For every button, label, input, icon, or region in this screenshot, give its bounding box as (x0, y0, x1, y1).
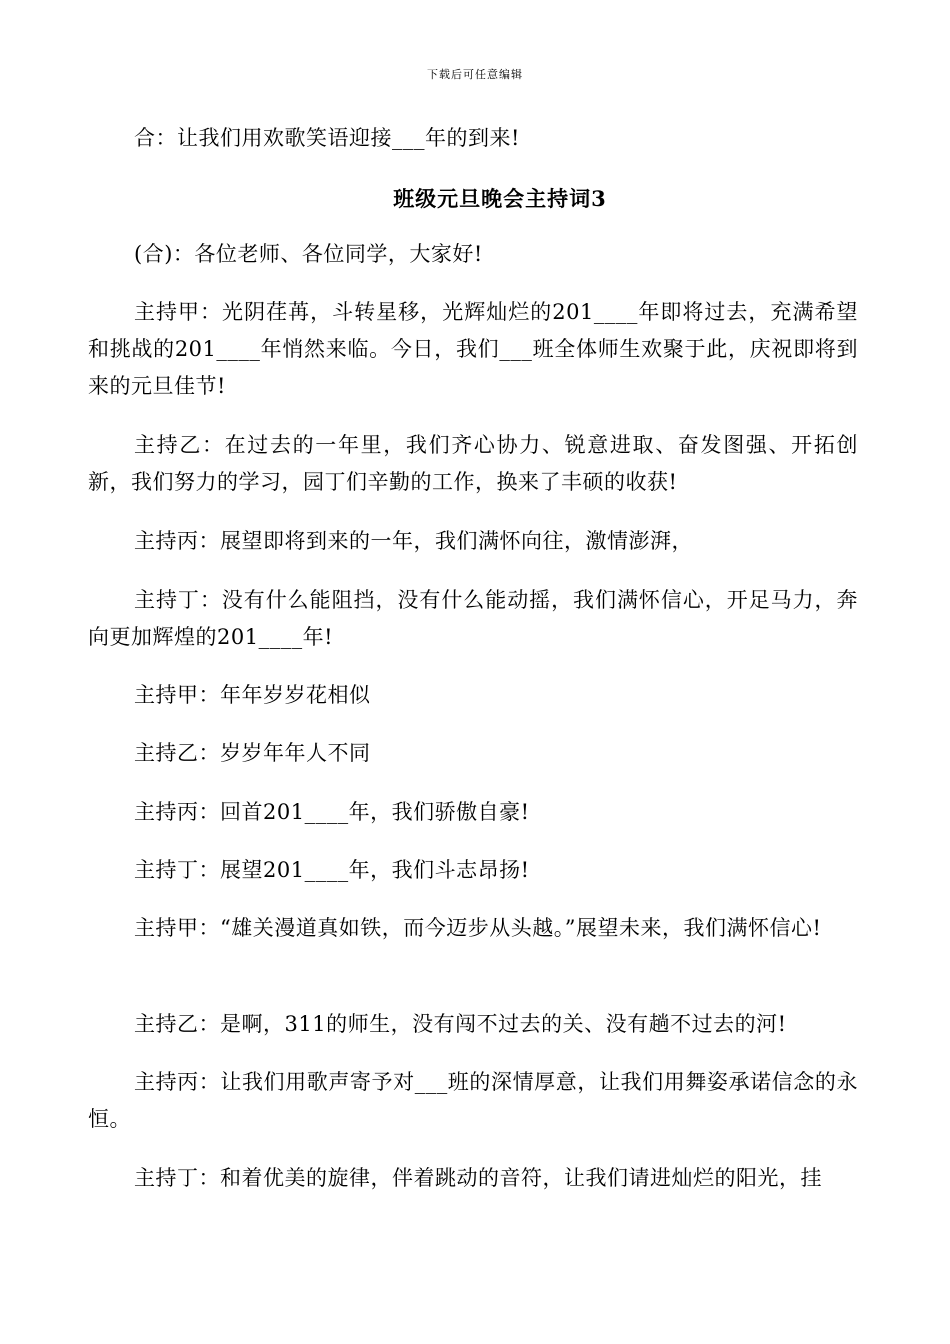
paragraph-greeting: (合)：各位老师、各位同学，大家好! (134, 242, 483, 266)
paragraph-host-d-2: 主持丁：展望201____年，我们斗志昂扬! (134, 858, 530, 882)
paragraph-host-a-3: 主持甲：“雄关漫道真如铁，而今迈步从头越。”展望未来，我们满怀信心! (134, 916, 822, 940)
paragraph-host-d-3: 主持丁：和着优美的旋律，伴着跳动的音符，让我们请进灿烂的阳光，挂 (134, 1166, 822, 1190)
paragraph-host-b-3: 主持乙：是啊，311的师生，没有闯不过去的关、没有趟不过去的河! (134, 1012, 787, 1036)
header-note: 下载后可任意编辑 (427, 68, 523, 81)
paragraph-host-b-2: 主持乙：岁岁年年人不同 (134, 741, 371, 765)
page-title: 班级元旦晚会主持词3 (393, 186, 607, 211)
paragraph-host-d-1: 主持丁：没有什么能阻挡，没有什么能动摇，我们满怀信心，开足马力，奔向更加辉煌的201____年! (88, 588, 858, 649)
paragraph-host-a-2: 主持甲：年年岁岁花相似 (134, 683, 371, 707)
paragraph-closing-line: 合：让我们用欢歌笑语迎接___年的到来! (134, 126, 520, 150)
paragraph-host-c-2: 主持丙：回首201____年，我们骄傲自豪! (134, 800, 530, 824)
paragraph-host-c-1: 主持丙：展望即将到来的一年，我们满怀向往，激情澎湃， (134, 529, 693, 553)
paragraph-host-a-1: 主持甲：光阴荏苒，斗转星移，光辉灿烂的201____年即将过去，充满希望和挑战的201____年悄然来临。今日，我们___班全体师生欢聚于此，庆祝即将到来的元旦佳节! (88, 300, 858, 398)
paragraph-host-c-3: 主持丙：让我们用歌声寄予对___班的深情厚意，让我们用舞姿承诺信念的永恒。 (88, 1070, 858, 1131)
paragraph-host-b-1: 主持乙：在过去的一年里，我们齐心协力、锐意进取、奋发图强、开拓创新，我们努力的学习，园丁们辛勤的工作，换来了丰硕的收获! (88, 433, 858, 494)
